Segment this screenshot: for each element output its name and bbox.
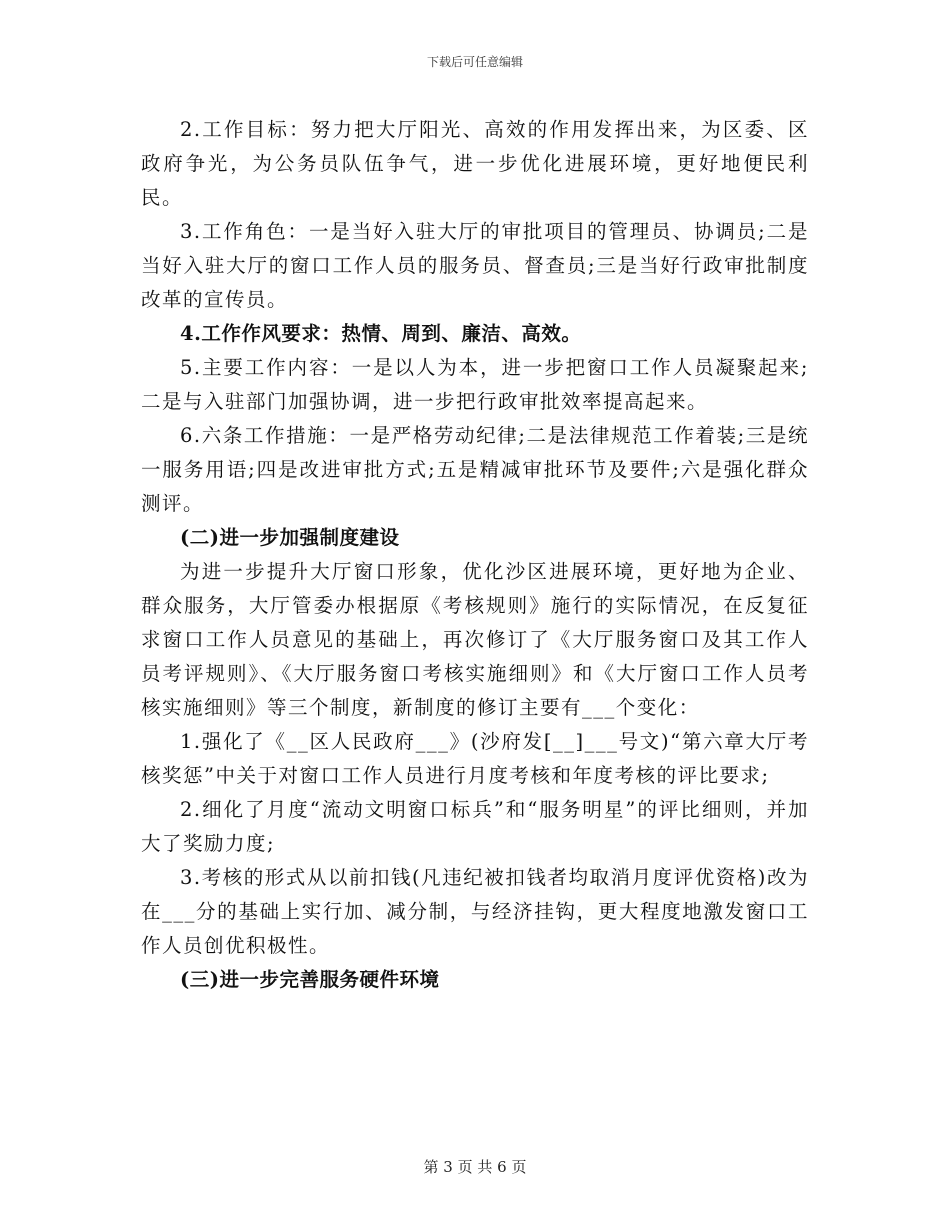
paragraph-work-goal: 2.工作目标：努力把大厅阳光、高效的作用发挥出来，为区委、区政府争光，为公务员队伍争气，进一步优化进展环境，更好地便民利民。 bbox=[141, 118, 809, 209]
section-heading-2: (二)进一步加强制度建设 bbox=[180, 526, 400, 549]
page-footer: 第 3 页 共 6 页 bbox=[423, 1158, 527, 1176]
paragraph-six-measures: 6.六条工作措施：一是严格劳动纪律;二是法律规范工作着装;三是统一服务用语;四是改进审批方式;五是精减审批环节及要件;六是强化群众测评。 bbox=[141, 424, 809, 515]
paragraph-change-3: 3.考核的形式从以前扣钱(凡违纪被扣钱者均取消月度评优资格)改为在___分的基础上实行加、减分制，与经济挂钩，更大程度地激发窗口工作人员创优积极性。 bbox=[141, 866, 809, 957]
page-header: 下载后可任意编辑 bbox=[426, 55, 523, 69]
paragraph-change-2: 2.细化了月度“流动文明窗口标兵”和“服务明星”的评比细则，并加大了奖励力度; bbox=[141, 798, 809, 855]
paragraph-system-revision: 为进一步提升大厅窗口形象，优化沙区进展环境，更好地为企业、群众服务，大厅管委办根据原《考核规则》施行的实际情况，在反复征求窗口工作人员意见的基础上，再次修订了《大厅服务窗口及其工作人员考评规则》、《大厅服务窗口考核实施细则》和《大厅窗口工作人员考核实施细则》等三个制度，新制度的修订主要有___个变化： bbox=[141, 560, 809, 719]
section-heading-3: (三)进一步完善服务硬件环境 bbox=[180, 968, 440, 991]
document-body bbox=[141, 113, 809, 997]
paragraph-work-role: 3.工作角色：一是当好入驻大厅的审批项目的管理员、协调员;二是当好入驻大厅的窗口工作人员的服务员、督查员;三是当好行政审批制度改革的宣传员。 bbox=[141, 220, 809, 311]
paragraph-main-content: 5.主要工作内容：一是以人为本，进一步把窗口工作人员凝聚起来;二是与入驻部门加强协调，进一步把行政审批效率提高起来。 bbox=[141, 356, 809, 413]
paragraph-change-1: 1.强化了《__区人民政府___》(沙府发[__]___号文)“第六章大厅考核奖惩”中关于对窗口工作人员进行月度考核和年度考核的评比要求; bbox=[141, 730, 809, 787]
paragraph-work-style: 4.工作作风要求：热情、周到、廉洁、高效。 bbox=[180, 322, 582, 345]
